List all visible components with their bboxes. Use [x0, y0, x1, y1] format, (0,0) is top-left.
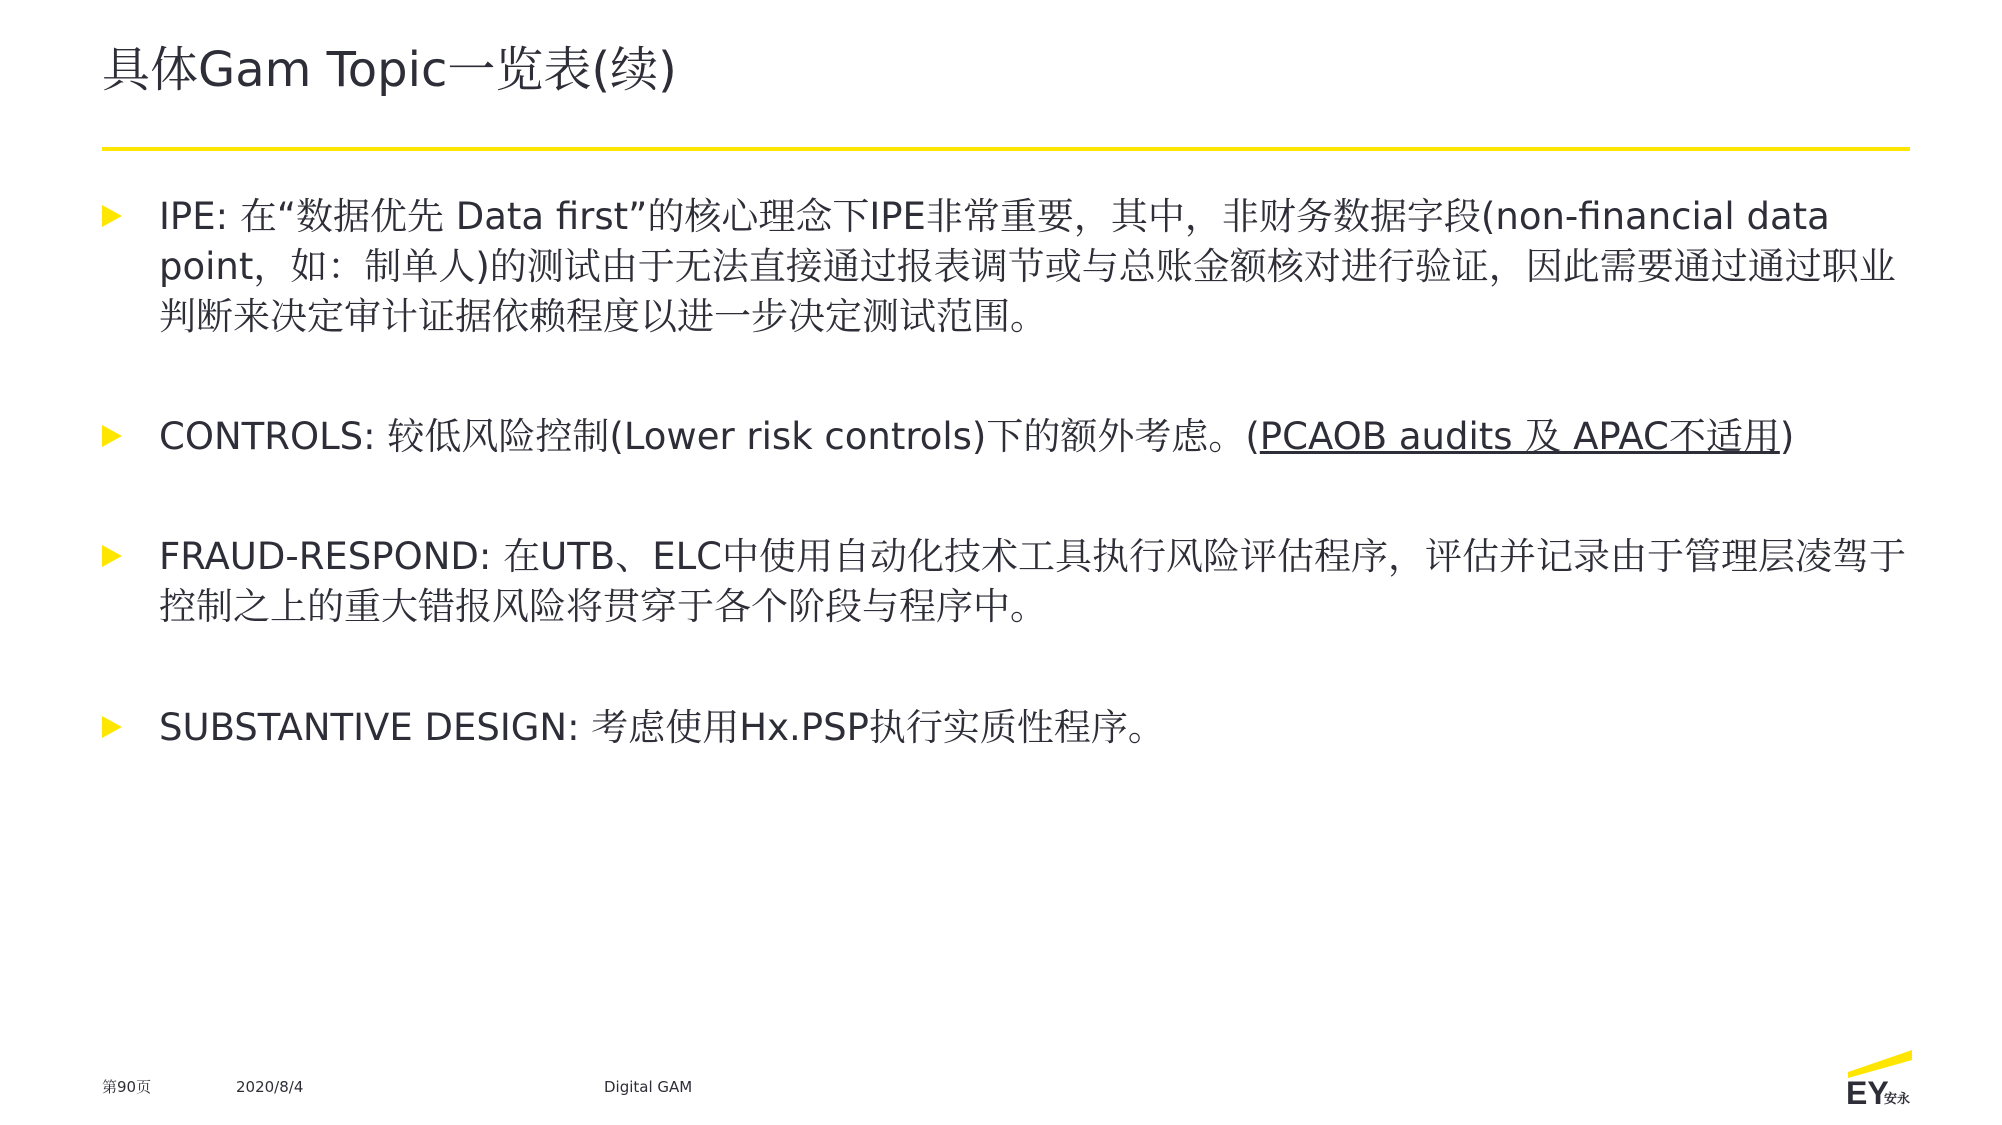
bullet-text-suffix: )	[1779, 415, 1795, 458]
bullet-text: IPE: 在“数据优先 Data first”的核心理念下IPE非常重要，其中，非财务数据字段(non-financial data point，如：制单人)的测试由于无法直接通过报表调节或与总账金额核对进行验证，因此需要通过通过职业判断来决定审计证据依赖程度以进一步决定测试范围。	[159, 195, 1896, 338]
ey-logo-chinese: 安永	[1884, 1092, 1911, 1106]
bullet-text-main: CONTROLS: 较低风险控制(Lower risk controls)下的额外考虑。(	[159, 415, 1260, 458]
ey-logo-brand: EY	[1846, 1075, 1889, 1106]
ey-logo-accent-bar	[1848, 1050, 1912, 1078]
ey-logo	[1846, 1048, 1916, 1106]
bullet-arrow-icon	[102, 205, 122, 227]
bullet-arrow-icon	[102, 425, 122, 447]
bullet-text: FRAUD-RESPOND: 在UTB、ELC中使用自动化技术工具执行风险评估程序，评估并记录由于管理层凌驾于控制之上的重大错报风险将贯穿于各个阶段与程序中。	[159, 535, 1907, 628]
bullet-text	[159, 412, 1912, 462]
footer-label: Digital GAM	[604, 1078, 693, 1096]
pcaob-apac-link[interactable]: PCAOB audits 及 APAC不适用	[1259, 415, 1780, 458]
bullet-arrow-icon	[102, 716, 122, 738]
footer-page-number: 第90页	[102, 1078, 152, 1096]
footer-date: 2020/8/4	[236, 1078, 304, 1096]
bullet-text: SUBSTANTIVE DESIGN: 考虑使用Hx.PSP执行实质性程序。	[159, 706, 1165, 749]
title-divider	[102, 147, 1910, 151]
slide-title: 具体Gam Topic一览表(续)	[102, 42, 677, 98]
bullet-arrow-icon	[102, 545, 122, 567]
